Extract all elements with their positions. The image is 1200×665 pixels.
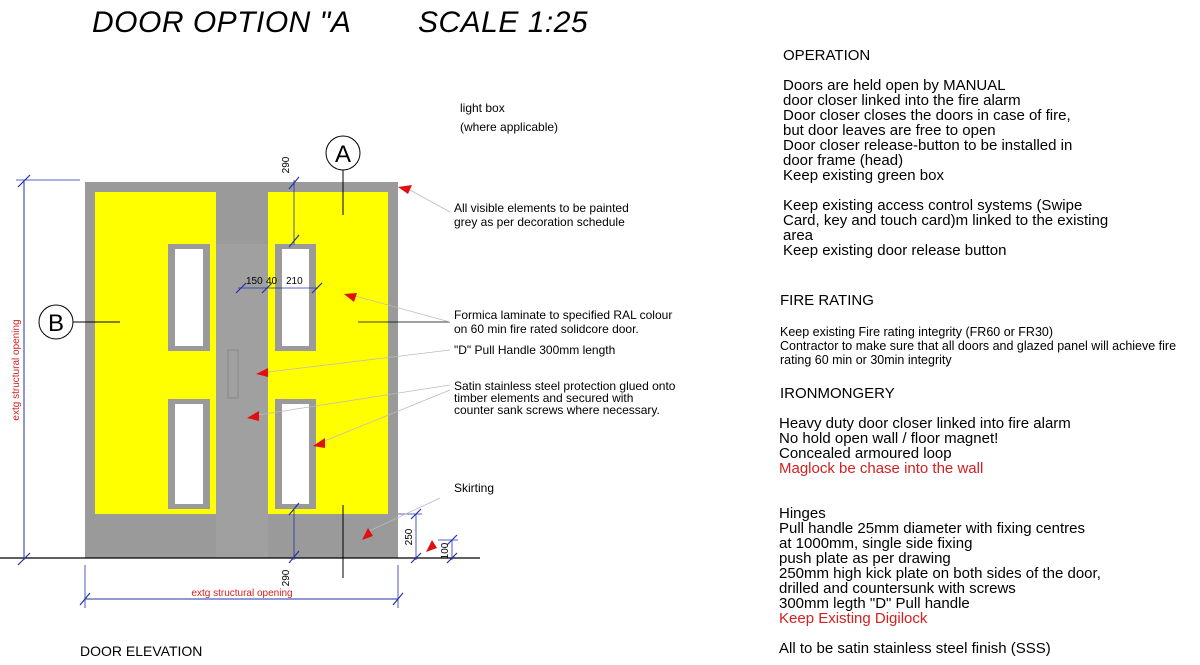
- fire-rating-line: rating 60 min or 30min integrity: [780, 353, 952, 367]
- drawing-scale: SCALE 1:25: [418, 6, 589, 39]
- finish-line: All to be satin stainless steel finish (SSS): [779, 640, 1051, 657]
- note-line: All visible elements to be painted: [454, 201, 629, 215]
- note-line: (where applicable): [460, 120, 559, 134]
- operation-line: door closer linked into the fire alarm: [783, 92, 1021, 109]
- operation-line: Door closer closes the doors in case of fire,: [783, 107, 1071, 124]
- note-light-box: [460, 101, 558, 134]
- leader-arrow-skirting-2: [426, 540, 437, 552]
- operation-text: [783, 78, 1108, 258]
- dim-glazing-210: 210: [286, 276, 303, 287]
- operation-line: Card, key and touch card)m linked to the existing: [783, 212, 1109, 229]
- fire-rating-text: [780, 325, 1176, 367]
- operation-line: Keep existing green box: [783, 167, 944, 184]
- drawing-title: DOOR OPTION "A: [92, 6, 352, 39]
- operation-line: door frame (head): [783, 152, 904, 169]
- hinges-line: Pull handle 25mm diameter with fixing centres: [779, 520, 1085, 537]
- ironmongery-red-line: Maglock be chase into the wall: [779, 460, 984, 477]
- ironmongery-line: Heavy duty door closer linked into fire alarm: [779, 415, 1071, 432]
- dim-skirting-label: 250: [404, 528, 415, 546]
- elevation-caption: DOOR ELEVATION: [80, 643, 203, 659]
- note-line: on 60 min fire rated solidcore door.: [454, 322, 639, 336]
- note-line: light box: [460, 101, 505, 115]
- section-marker-b-label: B: [47, 310, 65, 337]
- fire-rating-heading: FIRE RATING: [780, 292, 874, 309]
- operation-line: [783, 183, 1108, 198]
- central-panel: [216, 244, 268, 558]
- dim-top-label: 290: [281, 156, 292, 174]
- note-painted: [454, 201, 629, 229]
- note-line: Formica laminate to specified RAL colour: [454, 308, 673, 322]
- dim-width-label: extg structural opening: [191, 588, 293, 599]
- note-line: "D" Pull Handle 300mm length: [454, 343, 616, 357]
- note-line: timber elements and secured with: [454, 391, 634, 405]
- dim-floor-label: 100: [440, 542, 451, 560]
- hinges-line: at 1000mm, single side fixing: [779, 535, 973, 552]
- note-line: counter sank screws where necessary.: [454, 403, 660, 417]
- operation-line: but door leaves are free to open: [783, 122, 996, 139]
- ironmongery-line: Concealed armoured loop: [779, 445, 952, 462]
- note-formica: [454, 308, 672, 336]
- operation-line: area: [783, 227, 814, 244]
- dim-glazing-40: 40: [266, 276, 278, 287]
- section-marker-a-label: A: [334, 141, 352, 168]
- note-skirting: [454, 481, 494, 495]
- hinges-line: Hinges: [779, 505, 826, 522]
- ironmongery-text: [779, 416, 1071, 476]
- hinges-line: 250mm high kick plate on both sides of the door,: [779, 565, 1101, 582]
- operation-heading: OPERATION: [783, 47, 871, 64]
- note-stainless: [454, 379, 675, 417]
- ironmongery-line: No hold open wall / floor magnet!: [779, 430, 999, 447]
- hinges-line: drilled and countersunk with screws: [779, 580, 1016, 597]
- dim-glazing-150: 150: [246, 276, 263, 287]
- note-line: Satin stainless steel protection glued onto: [454, 379, 676, 393]
- operation-line: Doors are held open by MANUAL: [783, 77, 1006, 94]
- operation-line: Keep existing door release button: [783, 242, 1007, 259]
- ironmongery-heading: IRONMONGERY: [780, 385, 895, 402]
- note-line: grey as per decoration schedule: [454, 215, 625, 229]
- note-line: Skirting: [454, 481, 495, 495]
- dim-height-label: extg structural opening: [11, 319, 22, 421]
- digilock-red-line: Keep Existing Digilock: [779, 610, 928, 627]
- hinges-line: push plate as per drawing: [779, 550, 951, 567]
- hinges-line: 300mm legth "D" Pull handle: [779, 595, 970, 612]
- leader-arrow-painted: [398, 185, 412, 194]
- hinges-text: [779, 506, 1101, 626]
- dim-bottom-label: 290: [281, 569, 292, 587]
- operation-line: Door closer release-button to be installed in: [783, 137, 1073, 154]
- note-pull-handle: [454, 343, 615, 357]
- fire-rating-line: Contractor to make sure that all doors and glazed panel will achieve fire: [780, 339, 1177, 353]
- fire-rating-line: Keep existing Fire rating integrity (FR60 or FR30): [780, 325, 1054, 339]
- operation-line: Keep existing access control systems (Swipe: [783, 197, 1083, 214]
